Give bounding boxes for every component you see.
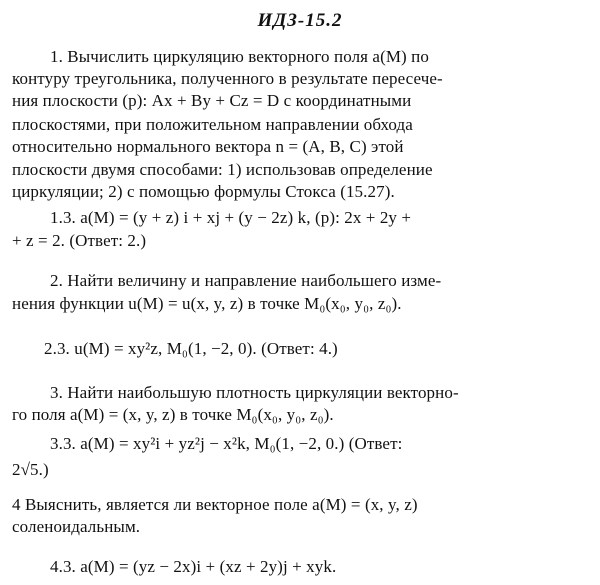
task3-variant-line-2: 2√5.) [12,460,49,479]
task2-variant-line-1: 2.3. u(M) = xy²z, M₀(1, −2, 0). (Ответ: 4.) [44,339,338,358]
document-title: ИДЗ-15.2 [257,10,343,31]
task1-line-5: относительно нормального вектора n = (A, B, C) этой [12,137,404,156]
task3-line-2: го поля a(M) = (x, y, z) в точке M₀(x₀, y₀, z₀). [12,405,334,424]
task1-line-7: циркуляции; 2) с помощью формулы Стокса (15.27). [12,182,395,201]
task1-line-1: 1. Вычислить циркуляцию векторного поля a(M) по [50,47,429,66]
task2-line-2: нения функции u(M) = u(x, y, z) в точке M₀(x₀, y₀, z₀). [12,294,402,313]
task1-line-4: плоскостями, при положительном направлении обхода [12,115,413,134]
task1-line-6: плоскости двумя способами: 1) использовав определение [12,160,433,179]
task3-variant-line-1: 3.3. a(M) = xy²i + yz²j − x²k, M₀(1, −2, 0.) (Ответ: [50,434,403,453]
task1-line-2: контуру треугольника, полученного в результате пересече- [12,69,443,88]
task4-variant-line-1: 4.3. a(M) = (yz − 2x)i + (xz + 2y)j + xyk. [50,557,337,576]
task3-line-1: 3. Найти наибольшую плотность циркуляции векторно- [50,383,459,402]
task1-variant-line-2: + z = 2. (Ответ: 2.) [12,231,147,250]
task1-variant-line-1: 1.3. a(M) = (y + z) i + xj + (y − 2z) k, (p): 2x + 2y + [50,208,412,227]
task2-line-1: 2. Найти величину и направление наибольшего изме- [50,271,442,290]
task1-line-3: ния плоскости (p): Ax + By + Cz = D с координатными [12,91,412,110]
task4-line-2: соленоидальным. [12,517,141,536]
task4-line-1: 4 Выяснить, является ли векторное поле a(M) = (x, y, z) [12,495,418,514]
